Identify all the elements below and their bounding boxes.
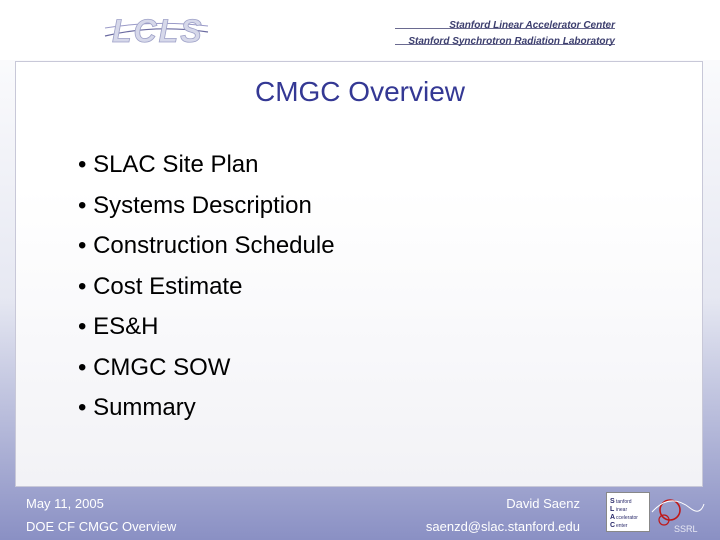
bullet-item: • Cost Estimate	[78, 272, 243, 300]
slac-logo-box	[606, 492, 650, 532]
ssrl-text: SSRL	[674, 524, 698, 534]
svg-text:A: A	[610, 514, 616, 521]
bullet-item: • SLAC Site Plan	[78, 151, 259, 178]
bullet-item: • ES&H	[78, 313, 159, 340]
footer-doc-title: DOE CF CMGC Overview	[26, 519, 177, 534]
bullet-item: • Construction Schedule	[78, 232, 335, 259]
bullet-item: • Systems Description	[78, 191, 312, 219]
lcls-logo	[100, 6, 210, 50]
slide-header	[0, 0, 720, 60]
slac-logo-icon	[607, 493, 649, 531]
stanford-slac-logo	[606, 490, 706, 536]
bullet-item: • Summary	[78, 394, 196, 421]
svg-text:tanford: tanford	[616, 499, 632, 505]
org-line-2: Stanford Synchrotron Radiation Laboratory	[408, 36, 615, 47]
lcls-logo-text: LCLS	[112, 13, 204, 49]
svg-text:C: C	[610, 522, 616, 529]
footer-email: saenzd@slac.stanford.edu	[425, 519, 580, 534]
svg-text:enter: enter	[616, 523, 628, 529]
svg-text:inear: inear	[616, 507, 628, 513]
bullet-item: • CMGC SOW	[78, 353, 231, 381]
footer-date: May 11, 2005	[26, 496, 104, 511]
org-line-1: Stanford Linear Accelerator Center	[449, 20, 615, 31]
bullet-list	[78, 148, 335, 432]
ssrl-logo-icon	[650, 490, 706, 536]
slide-title: CMGC Overview	[254, 76, 465, 107]
svg-text:S: S	[610, 498, 615, 505]
svg-text:ccelerator: ccelerator	[616, 515, 638, 521]
svg-text:L: L	[610, 506, 615, 513]
footer-author: David Saenz	[506, 496, 580, 511]
